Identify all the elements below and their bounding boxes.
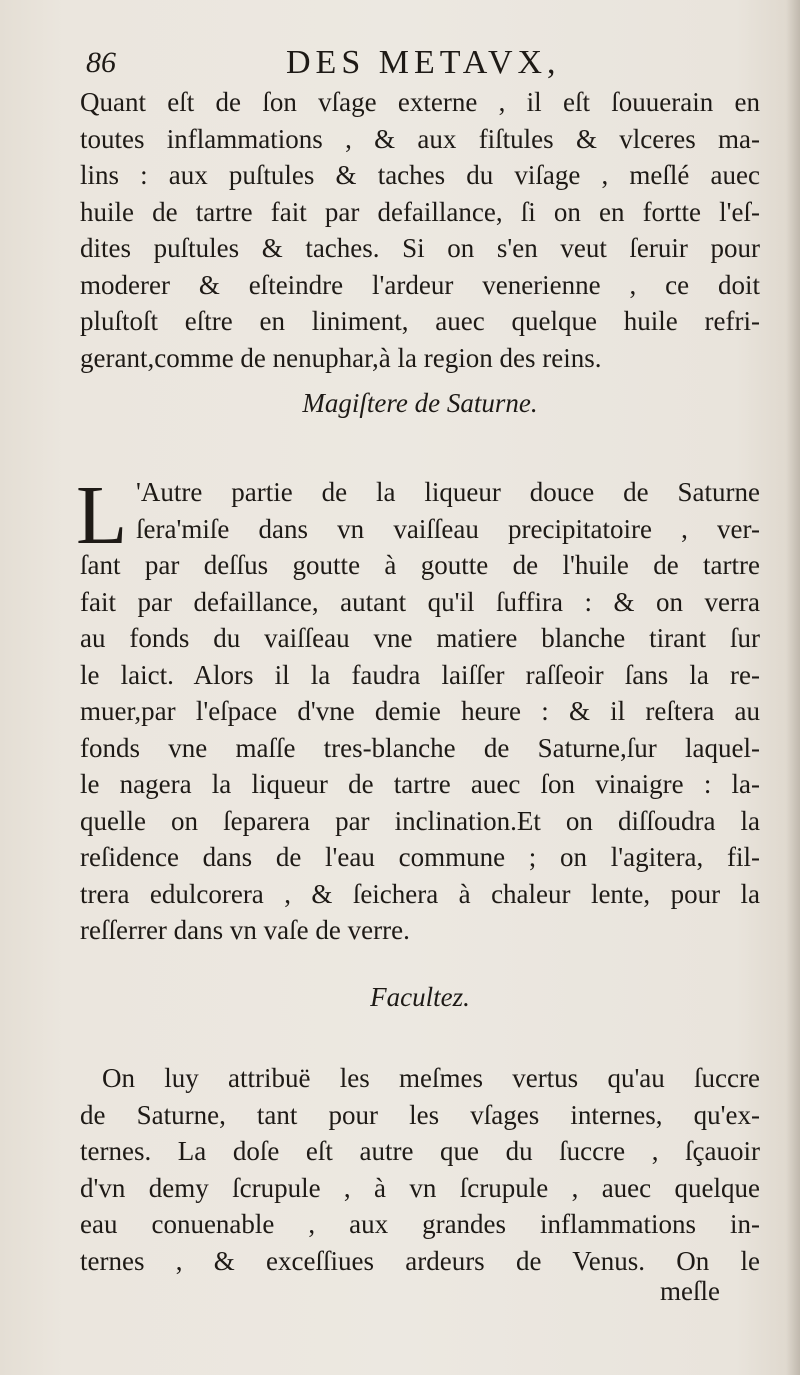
paragraph-1 — [80, 84, 760, 376]
text-line: le nagera la liqueur de tartre auec ſon vinaigre : la- — [80, 769, 760, 799]
text-line: Quant eſt de ſon vſage externe , il eſt ſouuerain en — [80, 87, 760, 117]
text-line: reſſerrer dans vn vaſe de verre. — [80, 915, 410, 945]
text-line: ternes. La doſe eſt autre que du ſuccre , ſçauoir — [80, 1136, 760, 1166]
text-line: ſant par deſſus goutte à goutte de l'huile de tartre — [80, 550, 760, 580]
paragraph-2 — [80, 474, 760, 949]
text-line: toutes inflammations , & aux fiſtules & vlceres ma- — [80, 123, 760, 154]
page-number: 86 — [86, 46, 116, 79]
text-line: de Saturne, tant pour les vſages internes, qu'ex- — [80, 1099, 760, 1130]
text-line: reſidence dans de l'eau commune ; on l'agitera, fil- — [80, 842, 760, 872]
text-line: ternes , & exceſſiues ardeurs de Venus. On le — [80, 1245, 760, 1276]
text-line: fonds vne maſſe tres-blanche de Saturne,ſur laquel- — [80, 732, 760, 763]
text-line: huile de tartre fait par defaillance, ſi on en fortte l'eſ- — [80, 196, 760, 227]
text-line: le laict. Alors il la faudra laiſſer raſſeoir ſans la re- — [80, 659, 760, 690]
catchword: meſle — [660, 1276, 720, 1306]
text-line: 'Autre partie de la liqueur douce de Saturne — [136, 477, 760, 507]
text-line: quelle on ſeparera par inclination.Et on diſſoudra la — [80, 805, 760, 836]
text-line: ſera'miſe dans vn vaiſſeau precipitatoire , ver- — [136, 513, 760, 544]
page-edge-shadow — [786, 0, 800, 1375]
text-line: au fonds du vaiſſeau vne matiere blanche tirant ſur — [80, 623, 760, 653]
text-line: dites puſtules & taches. Si on s'en veut ſeruir pour — [80, 233, 760, 263]
drop-cap: L — [76, 469, 128, 562]
text-line: muer,par l'eſpace d'vne demie heure : & il reſtera au — [80, 696, 760, 726]
text-line: moderer & eſteindre l'ardeur venerienne , ce doit — [80, 269, 760, 300]
paragraph-3 — [80, 1060, 760, 1279]
text-line: gerant,comme de nenuphar,à la region des reins. — [80, 342, 602, 373]
text-line: d'vn demy ſcrupule , à vn ſcrupule , auec quelque — [80, 1172, 760, 1203]
section-heading-magistere: Magiſtere de Saturne. — [302, 388, 538, 418]
text-line: eau conuenable , aux grandes inflammations in- — [80, 1209, 760, 1239]
text-line: pluſtoſt eſtre en liniment, auec quelque huile refri- — [80, 306, 760, 336]
running-head: DES METAVX, — [286, 44, 561, 81]
section-heading-facultez: Facultez. — [370, 982, 470, 1012]
text-line: trera edulcorera , & ſeichera à chaleur lente, pour la — [80, 878, 760, 909]
text-line: fait par defaillance, autant qu'il ſuffira : & on verra — [80, 586, 760, 617]
text-line: On luy attribuë les meſmes vertus qu'au ſuccre — [102, 1063, 760, 1093]
text-line: lins : aux puſtules & taches du viſage , meſlé auec — [80, 160, 760, 190]
page-header — [86, 44, 736, 88]
